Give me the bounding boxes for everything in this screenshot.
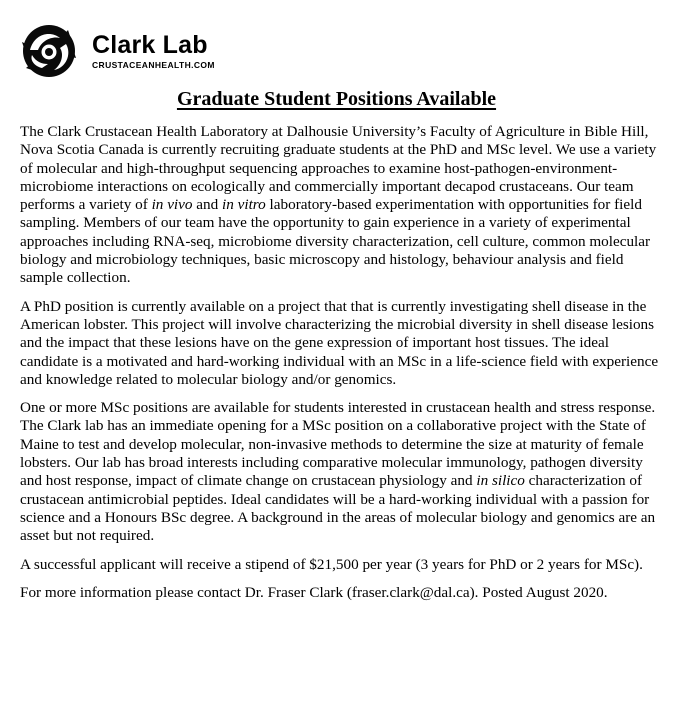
lab-name: Clark Lab: [92, 31, 208, 59]
italic-term: in vitro: [222, 196, 266, 214]
paragraph-lab-overview: [20, 123, 662, 288]
lab-logo: [20, 22, 215, 80]
paragraph-phd-position: [20, 298, 662, 389]
text-run: One or more MSc positions are available for students interested in crustacean health and stress response. The Clark lab has an immediate opening for a MSc position on a collaborative project with the State of Maine to test and develop molecular, non-invasive methods to determine the size at maturity of female lobsters. Our lab has broad interests including comparative molecular immunology, pathogen diversity and host response, impact of climate change on crustacean physiology and: [20, 399, 656, 490]
text-run: laboratory-based experimentation with opportunities for field sampling. Members of our team have the opportunity to gain experience in a variety of experimental approaches including RNA-seq, microbiome diversity characterization, cell culture, common molecular biology and microbiology techniques, basic microscopy and histology, behaviour analysis and field sample collection.: [20, 196, 651, 287]
lab-website: CRUSTACEANHEALTH.COM: [92, 60, 215, 70]
crab-logo-icon: [20, 22, 78, 80]
logo-text: [92, 31, 215, 71]
paragraph-stipend: [20, 556, 662, 574]
text-run: A successful applicant will receive a stipend of $21,500 per year (3 years for PhD or 2 years for MSc).: [20, 555, 643, 573]
paragraph-msc-positions: [20, 399, 662, 545]
document-body: [20, 123, 662, 612]
text-run: characterization of crustacean antimicrobial peptides. Ideal candidates will be a hard-working individual with a passion for science and a Honours BSc degree. A background in the areas of molecular biology and genomics are an asset but not required.: [20, 472, 656, 545]
paragraph-contact: [20, 584, 662, 602]
text-run: The Clark Crustacean Health Laboratory at Dalhousie University’s Faculty of Agriculture in Bible Hill, Nova Scotia Canada is currently recruiting graduate students at the PhD and MSc level. We use a variety of molecular and high-throughput sequencing approaches to examine host-pathogen-environment-microbiome interactions on ecologically and commercially important decapod crustaceans. Our team performs a variety of: [20, 123, 657, 214]
italic-term: in vivo: [151, 196, 193, 214]
document-title: Graduate Student Positions Available: [176, 88, 497, 110]
text-run: For more information please contact Dr. Fraser Clark (fraser.clark@dal.ca). Posted August 2020.: [20, 583, 608, 601]
text-run: and: [192, 196, 223, 214]
text-run: A PhD position is currently available on a project that that is currently investigating shell disease in the American lobster. This project will involve characterizing the microbial diversity in shell disease lesions and the impact that these lesions have on the gene expression of important host tissues. The ideal candidate is a motivated and hard-working individual with an MSc in a life-science field with experience and knowledge related to molecular biology and/or genomics.: [20, 297, 659, 388]
italic-term: in silico: [476, 472, 525, 490]
